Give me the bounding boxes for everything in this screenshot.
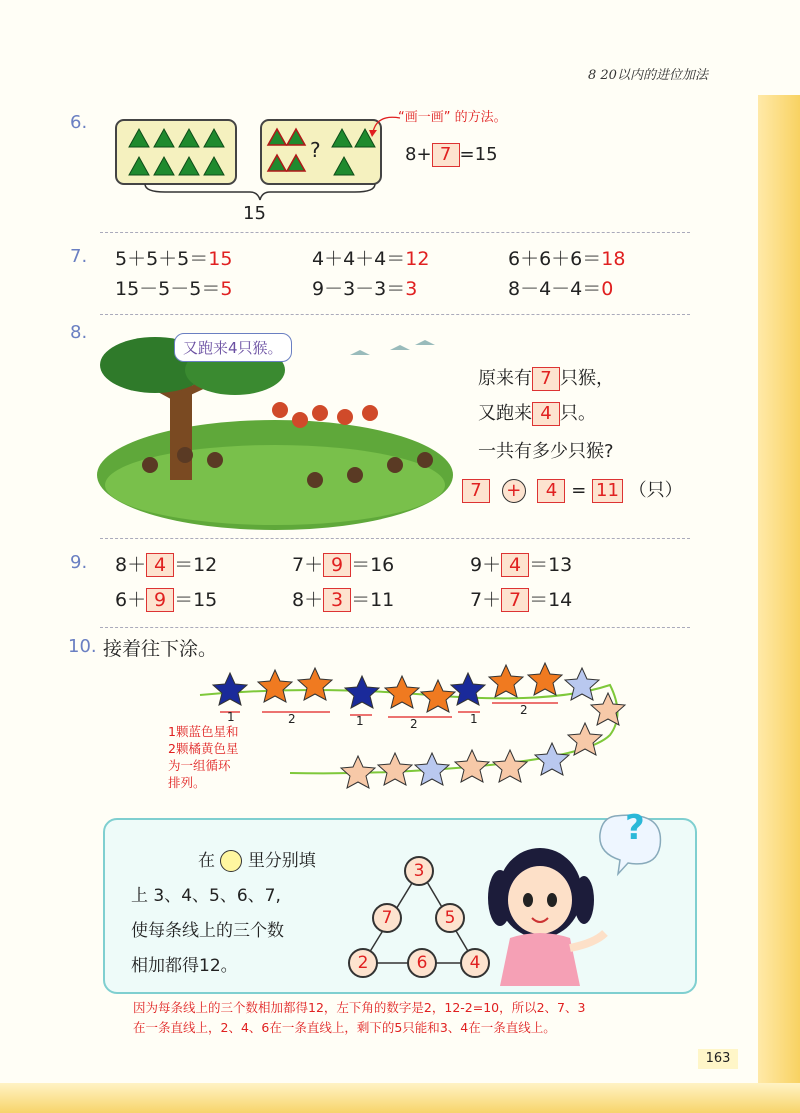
q8-line2 [478, 399, 596, 426]
q9-answer-box: 9 [146, 588, 174, 612]
q7-r2c2 [312, 274, 417, 301]
puzzle-line1 [198, 846, 316, 872]
q9-text: 8＋ [292, 589, 324, 611]
note-line: 为一组循环 [168, 758, 231, 773]
q9-text: ＝15 [174, 589, 218, 611]
question-mark: ? [310, 138, 321, 162]
q6-answer-box: 7 [432, 143, 460, 167]
q9-answer-box: 3 [323, 588, 351, 612]
q9-text: 8＋ [115, 554, 147, 576]
q9-text: ＝12 [174, 554, 218, 576]
q7-answer: 0 [601, 278, 614, 300]
explanation-line: 在一条直线上，2、4、6在一条直线上，剩下的5只能和3、4在一条直线上。 [133, 1020, 556, 1035]
q9-r1c1 [115, 550, 217, 577]
q6-equation [405, 143, 498, 167]
separator [100, 538, 690, 539]
callout-text: “画一画” 的方法。 [398, 110, 507, 125]
q7-r2c3 [508, 274, 613, 301]
page-number: 163 [698, 1049, 738, 1069]
q9-answer-box: 9 [323, 553, 351, 577]
note-line: 1颗蓝色星和 [168, 724, 239, 739]
q6-eq-left: 8+ [405, 144, 432, 165]
question-number-6: 6. [70, 112, 88, 133]
puzzle-line2: 上 3、4、5、6、7, [131, 886, 281, 906]
q8-text: 只猴， [560, 368, 614, 389]
question-mark-icon: ? [625, 808, 645, 848]
q7-answer: 12 [405, 248, 430, 270]
q10-note [168, 723, 238, 791]
q8-line1 [478, 364, 614, 391]
puzzle-line3: 使每条线上的三个数 [131, 921, 284, 941]
seven-triangles [262, 121, 380, 183]
triangle-group-right [260, 119, 382, 185]
q7-answer: 18 [601, 248, 626, 270]
question-number-10: 10. [68, 636, 97, 657]
q7-r1c3 [508, 244, 625, 271]
separator [100, 627, 690, 628]
q7-expr: 8－4－4＝ [508, 278, 602, 300]
puzzle-text: 在 [198, 851, 215, 871]
circle-bottom-mid: 6 [407, 948, 437, 978]
group-label: 2 [288, 712, 296, 726]
q9-answer-box: 4 [501, 553, 529, 577]
q9-r2c2 [292, 585, 394, 612]
q7-r1c1 [115, 244, 232, 271]
group-label: 1 [470, 712, 478, 726]
q7-answer: 15 [208, 248, 233, 270]
q9-r2c1 [115, 585, 217, 612]
brace [140, 182, 380, 204]
explanation-line: 因为每条线上的三个数相加都得12，左下角的数字是2，12-2=10，所以2、7、3 [133, 1000, 586, 1015]
q9-text: 7＋ [292, 554, 324, 576]
q7-answer: 3 [405, 278, 418, 300]
explanation [133, 998, 585, 1038]
q8-answer-box: 7 [532, 367, 560, 391]
q8-text: 只。 [560, 403, 596, 424]
q9-text: 6＋ [115, 589, 147, 611]
circle-left-mid: 7 [372, 903, 402, 933]
q8-text: 原来有 [478, 368, 532, 389]
circle-right-mid: 5 [435, 903, 465, 933]
q10-title: 接着往下涂。 [103, 638, 218, 660]
page-bottom-decoration [0, 1083, 800, 1113]
note-line: 排列。 [168, 775, 206, 790]
q7-answer: 5 [220, 278, 233, 300]
separator [100, 232, 690, 233]
q8-equals: = [571, 480, 587, 501]
triangle-group-left [115, 119, 237, 185]
q9-r1c3 [470, 550, 572, 577]
page-edge-decoration [758, 95, 800, 1113]
group-label: 1 [356, 714, 364, 728]
circle-bottom-right: 4 [460, 948, 490, 978]
q7-expr: 15－5－5＝ [115, 278, 221, 300]
q7-expr: 4＋4＋4＝ [312, 248, 406, 270]
group-label: 2 [520, 703, 528, 717]
q9-text: ＝16 [351, 554, 395, 576]
q9-r2c3 [470, 585, 572, 612]
q8-text: 又跑来 [478, 403, 532, 424]
q9-r1c2 [292, 550, 394, 577]
q9-text: ＝11 [351, 589, 395, 611]
eight-triangles [117, 121, 235, 183]
group-label: 1 [227, 710, 235, 724]
q7-expr: 5＋5＋5＝ [115, 248, 209, 270]
note-line: 2颗橘黄色星 [168, 741, 239, 756]
q7-expr: 6＋6＋6＝ [508, 248, 602, 270]
circle-bottom-left: 2 [348, 948, 378, 978]
q8-answer-box: 4 [532, 402, 560, 426]
q9-text: ＝13 [529, 554, 573, 576]
q8-eq-box: 4 [537, 479, 565, 503]
puzzle-line4: 相加都得12。 [131, 956, 238, 976]
group-label: 2 [410, 717, 418, 731]
question-number-8: 8. [70, 322, 88, 343]
question-number-7: 7. [70, 246, 88, 267]
q8-unit: （只） [628, 480, 683, 501]
chapter-header: 8 20以内的进位加法 [588, 68, 708, 83]
total-label: 15 [243, 203, 266, 224]
q9-answer-box: 4 [146, 553, 174, 577]
separator [100, 314, 690, 315]
q8-eq-box: 7 [462, 479, 490, 503]
speech-bubble: 又跑来4只猴。 [174, 333, 292, 362]
q6-eq-right: =15 [459, 144, 498, 165]
q9-answer-box: 7 [501, 588, 529, 612]
q9-text: 9＋ [470, 554, 502, 576]
q7-r2c1 [115, 274, 232, 301]
circle-top: 3 [404, 856, 434, 886]
q7-r1c2 [312, 244, 429, 271]
q8-result-box: 11 [592, 479, 623, 503]
q8-equation [462, 476, 683, 503]
circle-icon [220, 850, 242, 872]
question-number-9: 9. [70, 552, 88, 573]
puzzle-text: 里分别填 [247, 851, 316, 871]
q8-operator-circle: + [502, 479, 526, 503]
q9-text: ＝14 [529, 589, 573, 611]
q9-text: 7＋ [470, 589, 502, 611]
q8-line3: 一共有多少只猴? [478, 441, 614, 462]
q7-expr: 9－3－3＝ [312, 278, 406, 300]
